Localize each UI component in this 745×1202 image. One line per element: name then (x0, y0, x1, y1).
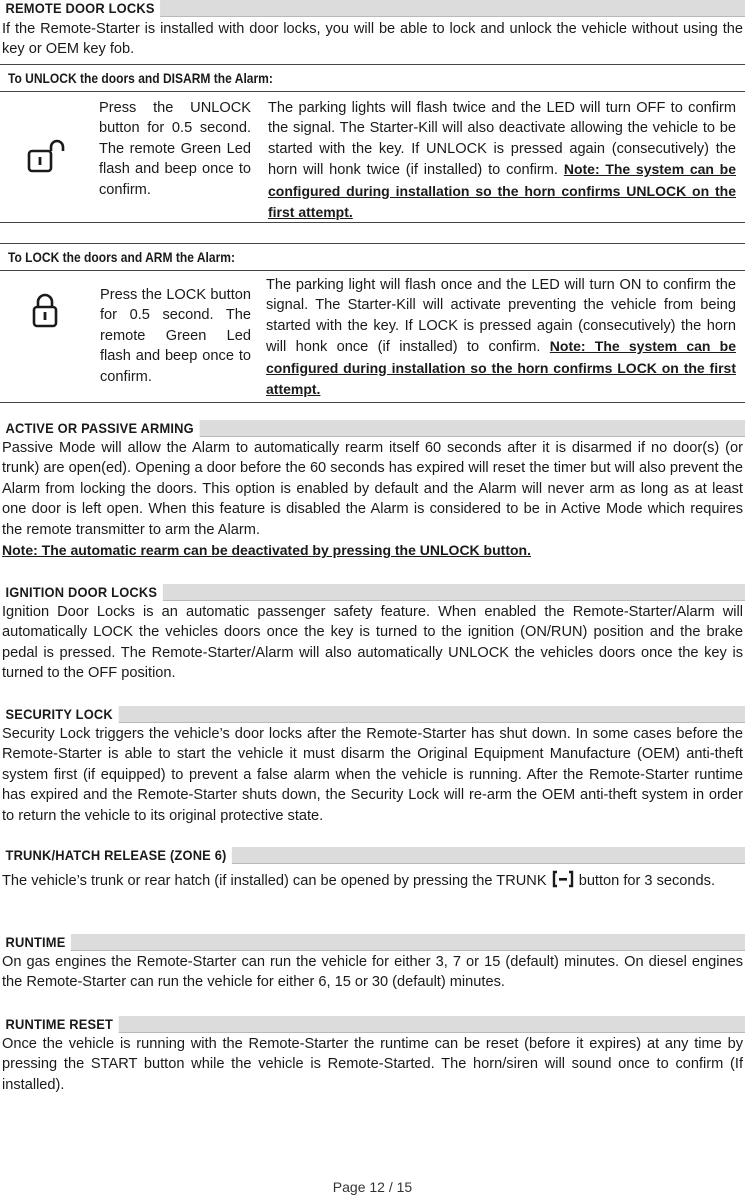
lock-description (266, 275, 736, 400)
section-header-ignition (0, 584, 745, 601)
trunk-text-after: button for 3 seconds. (578, 873, 715, 889)
page-number: Page 12 / 15 (332, 1179, 413, 1195)
section-header-security (0, 706, 745, 723)
section-header-trunk (0, 847, 745, 864)
locked-padlock-icon (20, 291, 76, 336)
ignition-body: Ignition Door Locks is an automatic passenger safety feature. When enabled the Remote-Starter/Alarm will automatically LOCK the vehicles doors once the key is turned to the ignition (ON/RUN) position and the brake pedal is pressed. The Remote-Starter/Alarm will also automatically UNLOCK the vehicles doors once the key is turned to the OFF position. (2, 604, 743, 682)
runtime-body: On gas engines the Remote-Starter can run the vehicle for either 3, 7 or 15 (default) minutes. On diesel engines the Remote-Starter can run the vehicle for either 6, 15 or 30 (default) minutes. (2, 954, 743, 991)
trunk-icon (551, 870, 575, 888)
trunk-text-before: The vehicle’s trunk or rear hatch (if installed) can be opened by pressing the TRUNK (2, 873, 547, 889)
unlock-subheader (0, 64, 745, 92)
lock-action-text: Press the LOCK button for 0.5 second. The remote Green Led flash and beep once to confirm. (100, 287, 251, 385)
lock-description-text: The parking light will flash once and the LED will turn ON to confirm the signal. The Starter-Kill will activate preventing the vehicle from being started with the key. If LOCK is pressed again (consecutively) the horn will honk once (if installed) to confirm. (266, 277, 736, 356)
section-title: IGNITION DOOR LOCKS (0, 584, 163, 601)
security-body: Security Lock triggers the vehicle’s door locks after the Remote-Starter has shut down. In some cases before the Remote-Starter is able to start the vehicle it must disarm the Original Equipment Manufacture (OEM) anti-theft system first (if equipped) to prevent a false alarm when the vehicle is running. After the Remote-Starter runtime has expired and the Remote-Starter shuts down, the Security Lock will re-arm the OEM anti-theft system in order to return the vehicle to its original protective state. (2, 726, 743, 824)
lock-subheader (0, 243, 745, 271)
section-title: SECURITY LOCK (0, 706, 118, 723)
trunk-body (2, 870, 743, 891)
arming-text: Passive Mode will allow the Alarm to automatically rearm itself 60 seconds after it is disarmed if no door(s) (or trunk) are open(ed). Opening a door before the 60 seconds has expired will reset the timer but will also prevent the Alarm from locking the doors. This option is enabled by default and the Alarm will never arm as long as at least one door is left open. When this feature is disabled the Alarm is considered to be in Active Mode which requires the remote transmitter to arm the Alarm. (2, 440, 743, 538)
section-header-remote-door-locks (0, 0, 745, 17)
remote-door-locks-intro: If the Remote-Starter is installed with door locks, you will be able to lock and unlock the vehicle without using the key or OEM key fob. (2, 21, 743, 58)
section-header-arming (0, 420, 745, 437)
unlock-subheader-title: To UNLOCK the doors and DISARM the Alarm: (8, 70, 273, 86)
unlock-description-text: The parking lights will flash twice and the LED will turn OFF to confirm the signal. The Starter-Kill will also deactivate allowing the vehicle to be started with the key. If UNLOCK is pressed again (consecutively) the horn will honk twice (if installed) to confirm. (268, 100, 736, 179)
section-title: RUNTIME RESET (0, 1016, 119, 1033)
unlock-description (268, 98, 736, 223)
section-header-runtime-reset (0, 1016, 745, 1033)
section-title: ACTIVE OR PASSIVE ARMING (0, 420, 199, 437)
section-title: TRUNK/HATCH RELEASE (ZONE 6) (0, 847, 232, 864)
unlock-note: Note: The system can be configured during installation so the horn confirms UNLOCK on the first attempt. (268, 161, 736, 221)
section-title: RUNTIME (0, 934, 71, 951)
unlock-action-text: Press the UNLOCK button for 0.5 second. The remote Green Led flash and beep once to confirm. (99, 100, 251, 198)
section-title: REMOTE DOOR LOCKS (0, 0, 160, 17)
arming-body (2, 438, 743, 561)
lock-note: Note: The system can be configured during installation so the horn confirms LOCK on the first attempt. (266, 338, 737, 398)
arming-note: Note: The automatic rearm can be deactivated by pressing the UNLOCK button. (2, 542, 531, 559)
lock-subheader-title: To LOCK the doors and ARM the Alarm: (8, 249, 235, 265)
runtime-reset-body: Once the vehicle is running with the Remote-Starter the runtime can be reset (before it expires) at any time by pressing the START button while the vehicle is Remote-Started. The horn/siren will sound once to confirm (If installed). (2, 1036, 743, 1093)
unlock-row (0, 92, 745, 223)
unlocked-padlock-icon (20, 138, 76, 183)
section-header-runtime (0, 934, 745, 951)
lock-row (0, 271, 745, 403)
